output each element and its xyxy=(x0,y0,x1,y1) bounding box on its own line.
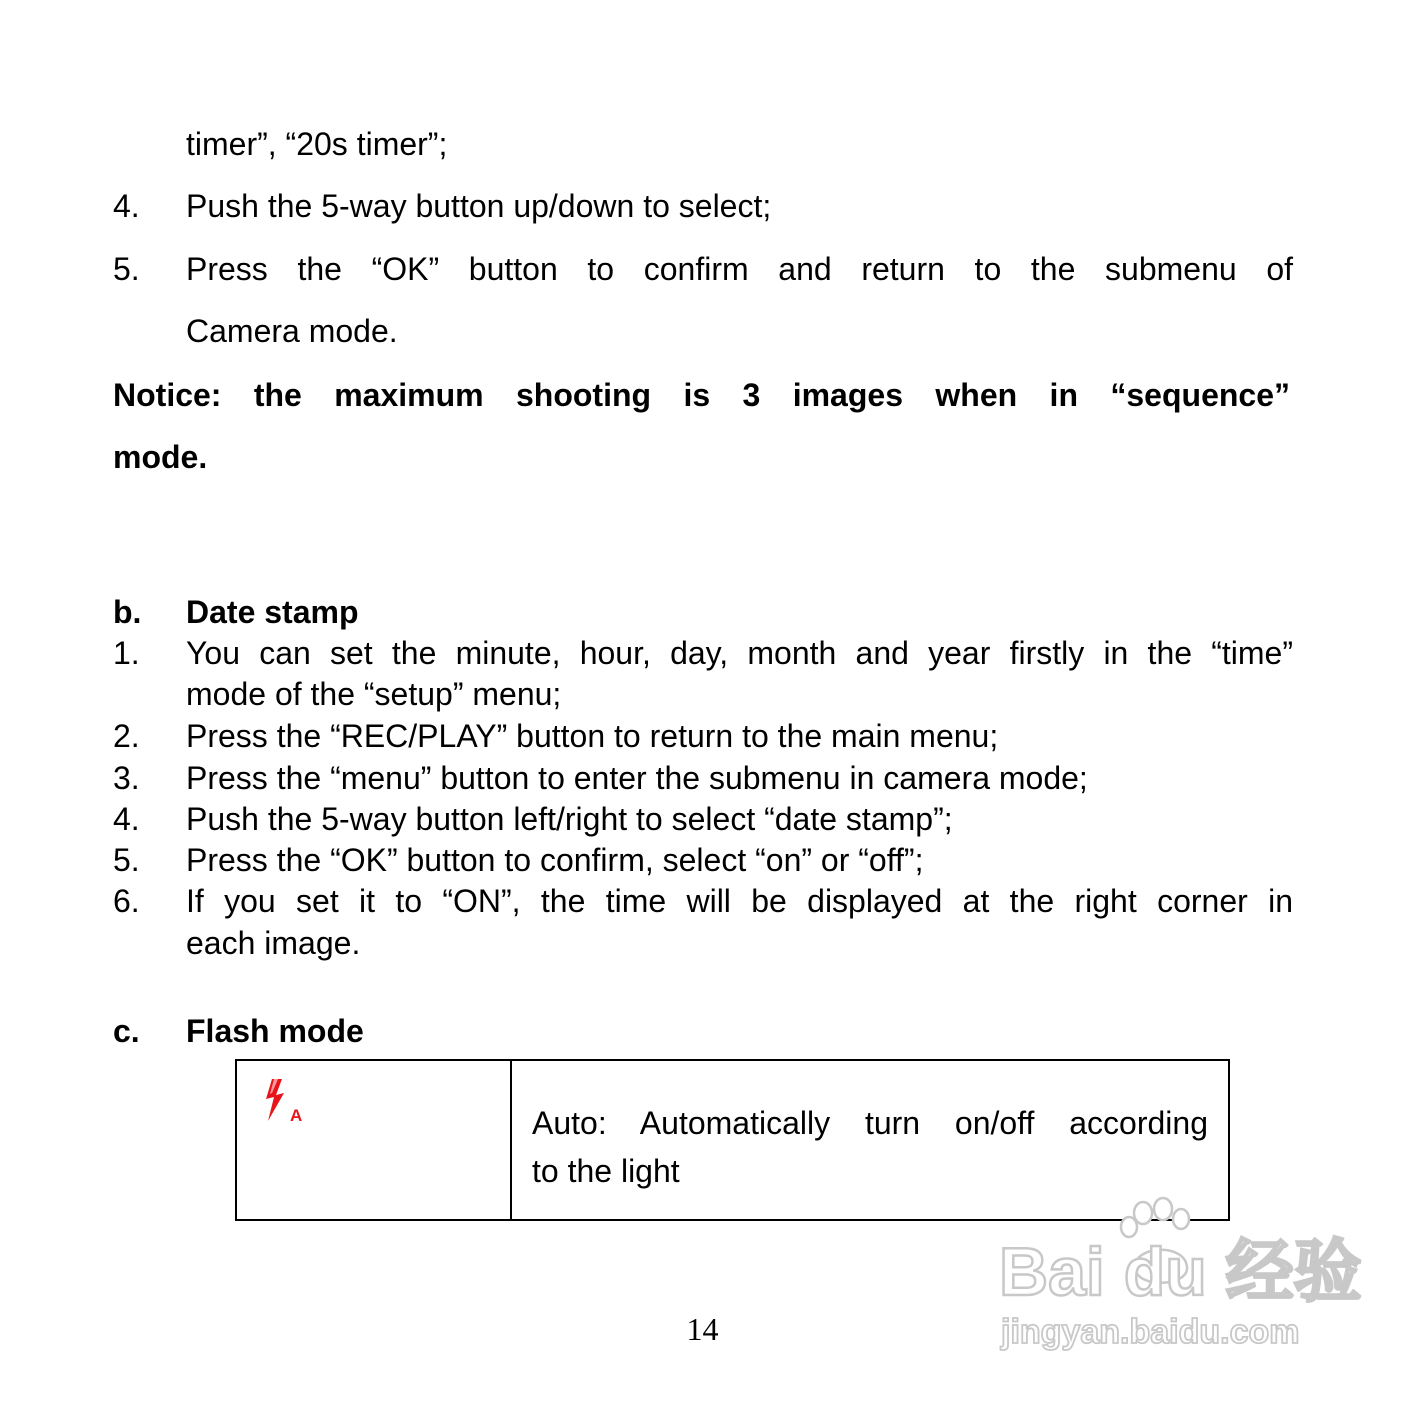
watermark-brand: Bai du 经验 xyxy=(999,1234,1362,1310)
list-number: 4. xyxy=(113,801,140,837)
list-item-text: Push the 5-way button left/right to select “date stamp”; xyxy=(186,801,953,837)
baidu-watermark-logo xyxy=(995,1195,1362,1355)
notice-text: Notice: the maximum shooting is 3 images when in “sequence” xyxy=(113,377,1290,413)
continued-line: timer”, “20s timer”; xyxy=(186,126,448,162)
list-number: 1. xyxy=(113,635,140,671)
watermark-url: jingyan.baidu.com xyxy=(1001,1313,1300,1351)
flash-icon-letter: A xyxy=(290,1106,303,1125)
list-item-text: Push the 5-way button up/down to select; xyxy=(186,188,772,224)
description-line: to the light xyxy=(532,1153,680,1189)
list-number: 5. xyxy=(113,251,140,287)
notice-text-cont: mode. xyxy=(113,439,208,475)
list-item-text: Press the “OK” button to confirm, select “on” or “off”; xyxy=(186,842,924,878)
list-number: 6. xyxy=(113,883,140,919)
list-number: 4. xyxy=(113,188,140,224)
section-letter: b. xyxy=(113,594,142,630)
list-item-text-cont: mode of the “setup” menu; xyxy=(186,676,562,712)
list-item-text: Press the “REC/PLAY” button to return to the main menu; xyxy=(186,718,999,754)
list-item-text: Press the “menu” button to enter the submenu in camera mode; xyxy=(186,760,1088,796)
flash-auto-icon xyxy=(262,1077,308,1123)
flash-mode-description xyxy=(532,1099,1208,1195)
section-letter: c. xyxy=(113,1013,140,1049)
section-title: Flash mode xyxy=(186,1013,364,1049)
list-number: 2. xyxy=(113,718,140,754)
list-number: 3. xyxy=(113,760,140,796)
list-item-text: If you set it to “ON”, the time will be displayed at the right corner in xyxy=(186,883,1293,919)
list-item-text-cont: Camera mode. xyxy=(186,313,398,349)
section-title: Date stamp xyxy=(186,594,359,630)
list-item-text-cont: each image. xyxy=(186,925,361,961)
page-number: 14 xyxy=(686,1311,719,1347)
list-item-text: Press the “OK” button to confirm and return to the submenu of xyxy=(186,251,1293,287)
description-line: Auto: Automatically turn on/off according xyxy=(532,1105,1208,1141)
list-number: 5. xyxy=(113,842,140,878)
list-item-text: You can set the minute, hour, day, month and year firstly in the “time” xyxy=(186,635,1293,671)
table-divider xyxy=(510,1061,512,1219)
